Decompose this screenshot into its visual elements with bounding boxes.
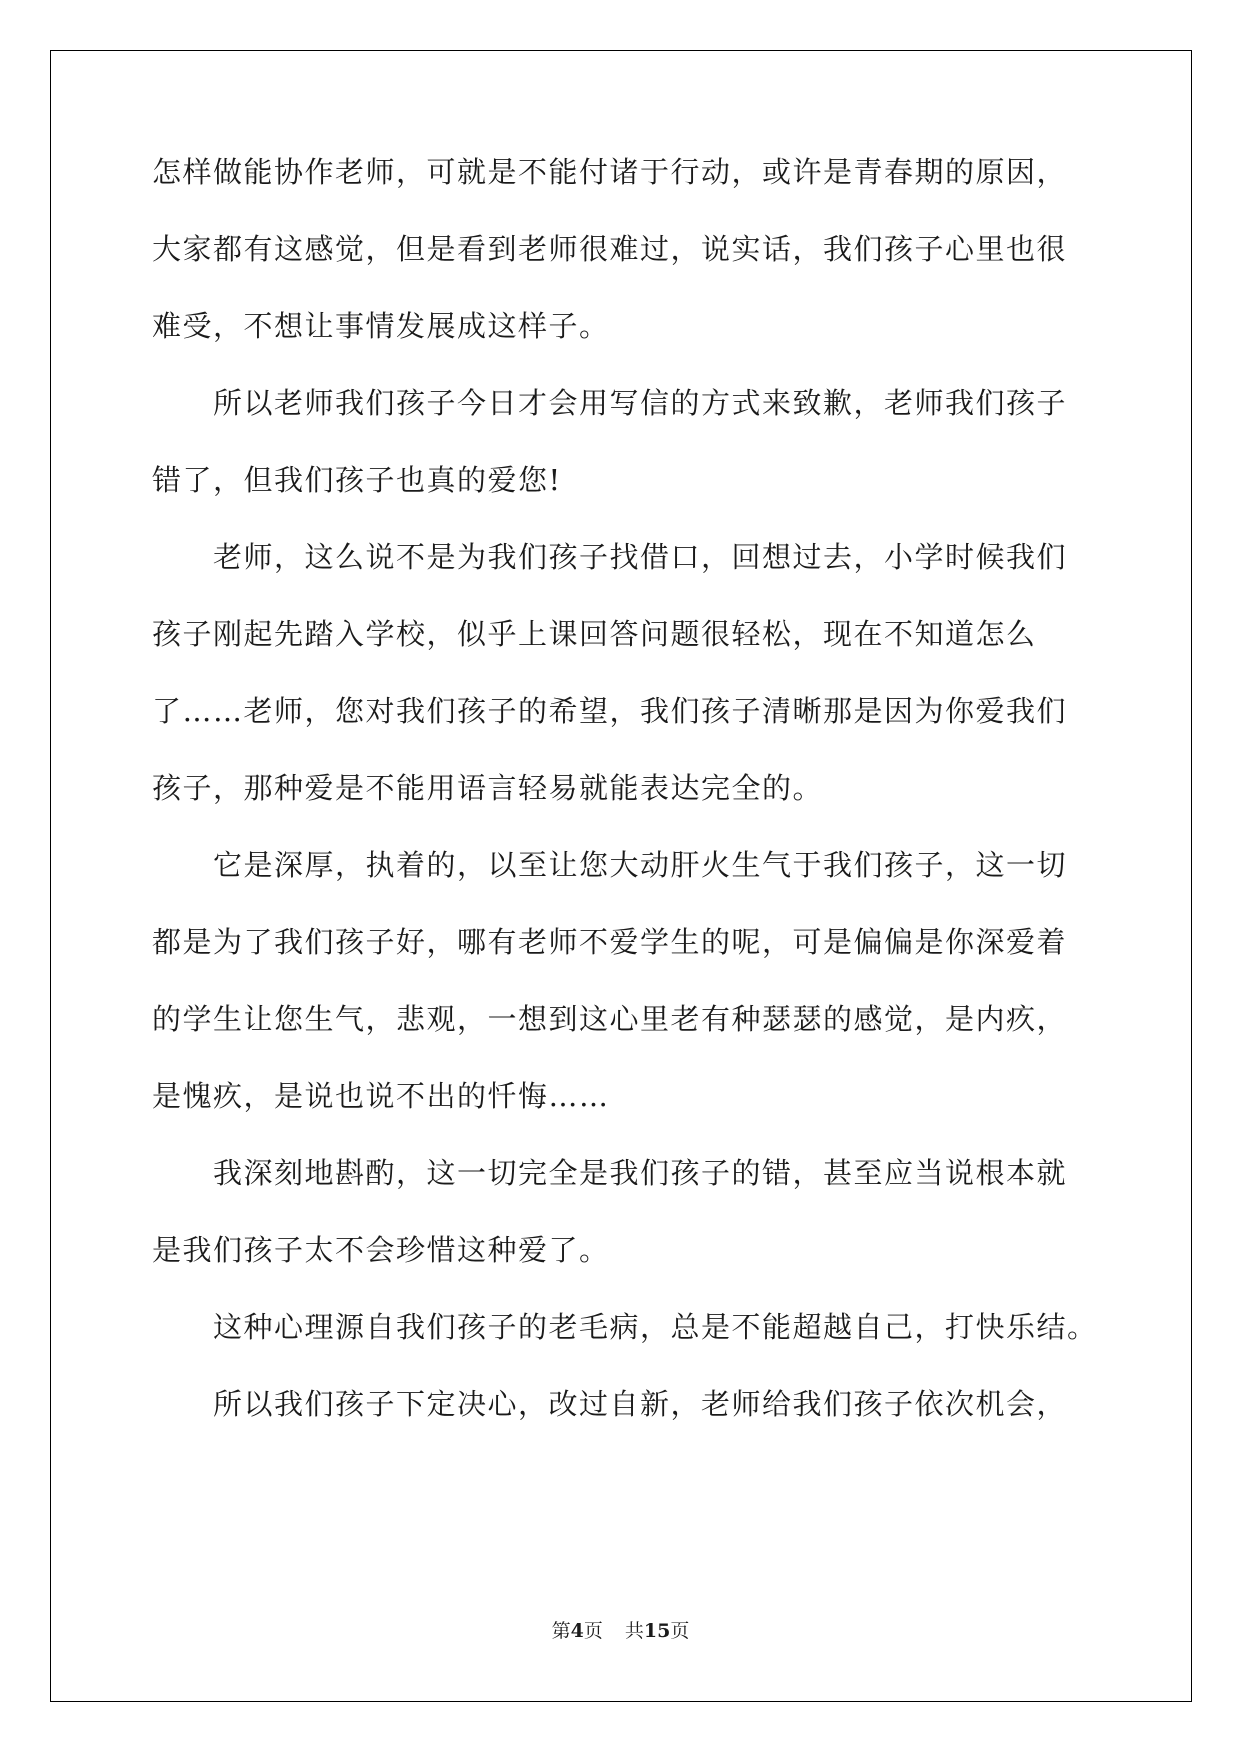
total-suffix: 页: [670, 1620, 690, 1642]
total-pages: 15: [643, 1620, 671, 1642]
text-line: 难受，不想让事情发展成这样子。: [152, 309, 610, 343]
paragraph-first-line: 它是深厚，执着的，以至让您大动肝火生气于我们孩子，这一切: [213, 848, 1068, 882]
text-line: 孩子刚起先踏入学校，似乎上课回答问题很轻松，现在不知道怎么: [152, 617, 1037, 651]
text-line: 怎样做能协作老师，可就是不能付诸于行动，或许是青春期的原因，: [152, 155, 1068, 189]
paragraph-first-line: 老师，这么说不是为我们孩子找借口，回想过去，小学时候我们: [213, 540, 1068, 574]
text-line: 了……老师，您对我们孩子的希望，我们孩子清晰那是因为你爱我们: [152, 694, 1068, 728]
text-line: 是愧疚，是说也说不出的忏悔……: [152, 1079, 610, 1113]
text-line: 孩子，那种爱是不能用语言轻易就能表达完全的。: [152, 771, 824, 805]
text-line: 是我们孩子太不会珍惜这种爱了。: [152, 1233, 610, 1267]
paragraph-first-line: 所以老师我们孩子今日才会用写信的方式来致歉，老师我们孩子: [213, 386, 1068, 420]
page-suffix: 页: [583, 1620, 603, 1642]
text-line: 的学生让您生气，悲观，一想到这心里老有种瑟瑟的感觉，是内疚，: [152, 1002, 1068, 1036]
page-footer: [0, 1618, 1241, 1644]
text-line: 大家都有这感觉，但是看到老师很难过，说实话，我们孩子心里也很: [152, 232, 1068, 266]
paragraph-first-line: 这种心理源自我们孩子的老毛病，总是不能超越自己，打快乐结。: [213, 1310, 1098, 1344]
page-prefix: 第: [551, 1620, 571, 1642]
page-number: 4: [570, 1620, 584, 1642]
paragraph-first-line: 所以我们孩子下定决心，改过自新，老师给我们孩子依次机会，: [213, 1387, 1068, 1421]
total-prefix: 共: [624, 1620, 644, 1642]
text-line: 错了，但我们孩子也真的爱您!: [152, 463, 562, 497]
text-line: 都是为了我们孩子好，哪有老师不爱学生的呢，可是偏偏是你深爱着: [152, 925, 1068, 959]
paragraph-first-line: 我深刻地斟酌，这一切完全是我们孩子的错，甚至应当说根本就: [213, 1156, 1068, 1190]
